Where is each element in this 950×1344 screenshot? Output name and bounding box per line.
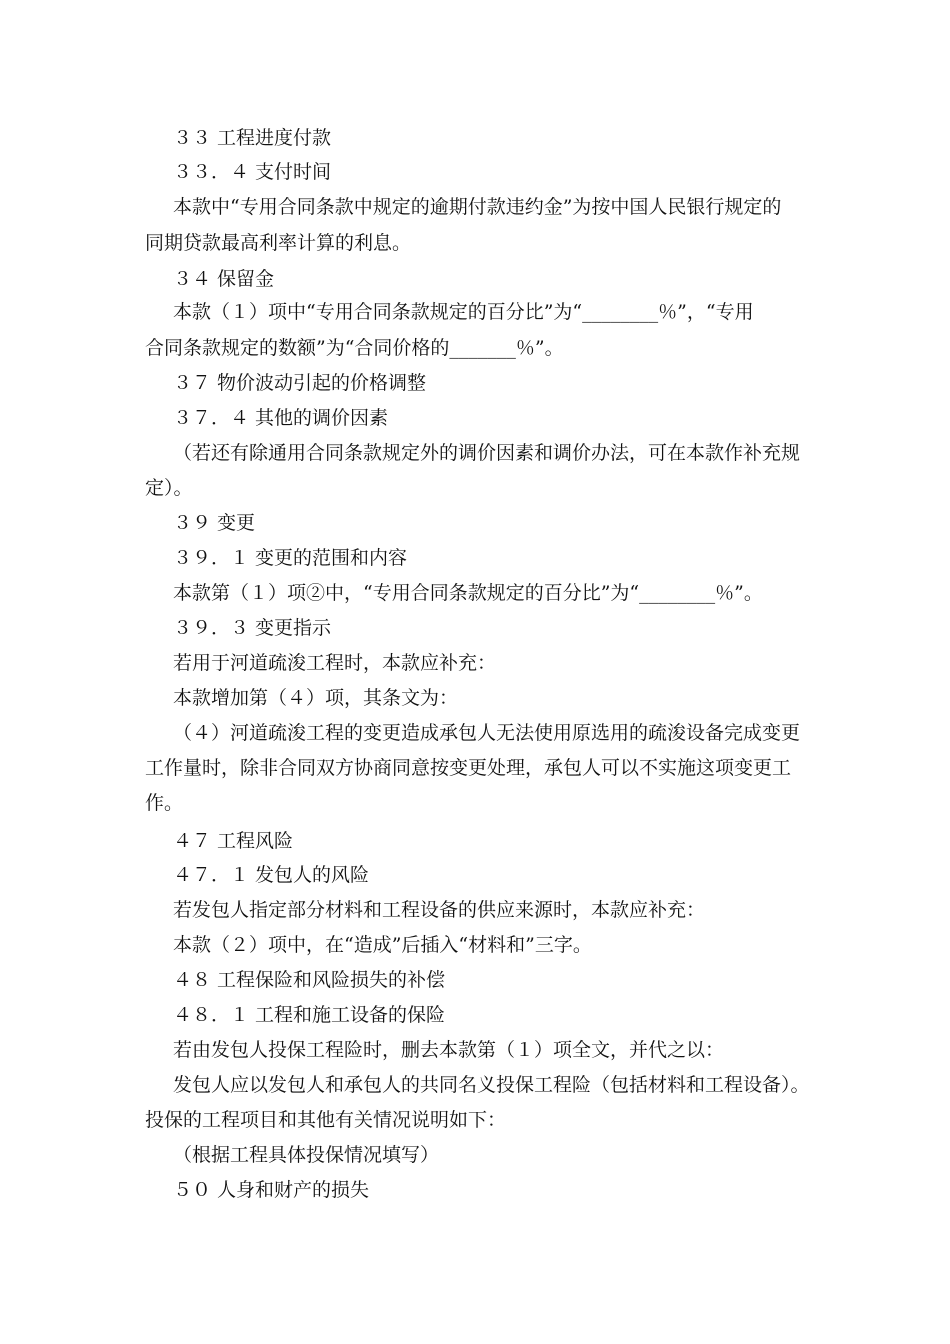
paragraph-line: （若还有除通用合同条款规定外的调价因素和调价办法，可在本款作补充规 bbox=[173, 442, 801, 464]
paragraph-line: 同期贷款最高利率计算的利息。 bbox=[145, 232, 412, 254]
section-50-heading: ５０ 人身和财产的损失 bbox=[173, 1179, 370, 1201]
section-33-heading: ３３ 工程进度付款 bbox=[173, 127, 332, 149]
section-48-1-heading: ４８．１ 工程和施工设备的保险 bbox=[173, 1004, 446, 1026]
paragraph-line: 合同条款规定的数额”为“合同价格的_______％”。 bbox=[145, 337, 564, 359]
section-39-heading: ３９ 变更 bbox=[173, 512, 256, 534]
paragraph-line: 若发包人指定部分材料和工程设备的供应来源时，本款应补充： bbox=[173, 899, 706, 921]
paragraph-line: 本款（１）项中“专用合同条款规定的百分比”为“________％”，“专用 bbox=[173, 301, 754, 323]
section-33-4-heading: ３３．４ 支付时间 bbox=[173, 161, 332, 183]
section-47-1-heading: ４７．１ 发包人的风险 bbox=[173, 864, 370, 886]
paragraph-line: 本款增加第（４）项，其条文为： bbox=[173, 687, 459, 709]
section-39-3-heading: ３９．３ 变更指示 bbox=[173, 617, 332, 639]
paragraph-line: （４）河道疏浚工程的变更造成承包人无法使用原选用的疏浚设备完成变更 bbox=[173, 722, 801, 744]
section-39-1-heading: ３９．１ 变更的范围和内容 bbox=[173, 547, 408, 569]
paragraph-line: 若用于河道疏浚工程时，本款应补充： bbox=[173, 652, 497, 674]
paragraph-line: （根据工程具体投保情况填写） bbox=[173, 1144, 440, 1166]
paragraph-line: 定）。 bbox=[145, 477, 193, 499]
section-47-heading: ４７ 工程风险 bbox=[173, 830, 294, 852]
section-48-heading: ４８ 工程保险和风险损失的补偿 bbox=[173, 969, 446, 991]
paragraph-line: 作。 bbox=[145, 792, 184, 814]
section-34-heading: ３４ 保留金 bbox=[173, 268, 275, 290]
paragraph-line: 本款中“专用合同条款中规定的逾期付款违约金”为按中国人民银行规定的 bbox=[173, 196, 782, 218]
paragraph-line: 本款（２）项中，在“造成”后插入“材料和”三字。 bbox=[173, 934, 592, 956]
section-37-heading: ３７ 物价波动引起的价格调整 bbox=[173, 372, 427, 394]
paragraph-line: 投保的工程项目和其他有关情况说明如下： bbox=[145, 1109, 507, 1131]
paragraph-line: 发包人应以发包人和承包人的共同名义投保工程险（包括材料和工程设备）。 bbox=[173, 1074, 810, 1096]
section-37-4-heading: ３７．４ 其他的调价因素 bbox=[173, 407, 389, 429]
paragraph-line: 本款第（１）项②中，“专用合同条款规定的百分比”为“________％”。 bbox=[173, 582, 763, 604]
paragraph-line: 若由发包人投保工程险时，删去本款第（１）项全文，并代之以： bbox=[173, 1039, 725, 1061]
paragraph-line: 工作量时，除非合同双方协商同意按变更处理，承包人可以不实施这项变更工 bbox=[145, 757, 792, 779]
